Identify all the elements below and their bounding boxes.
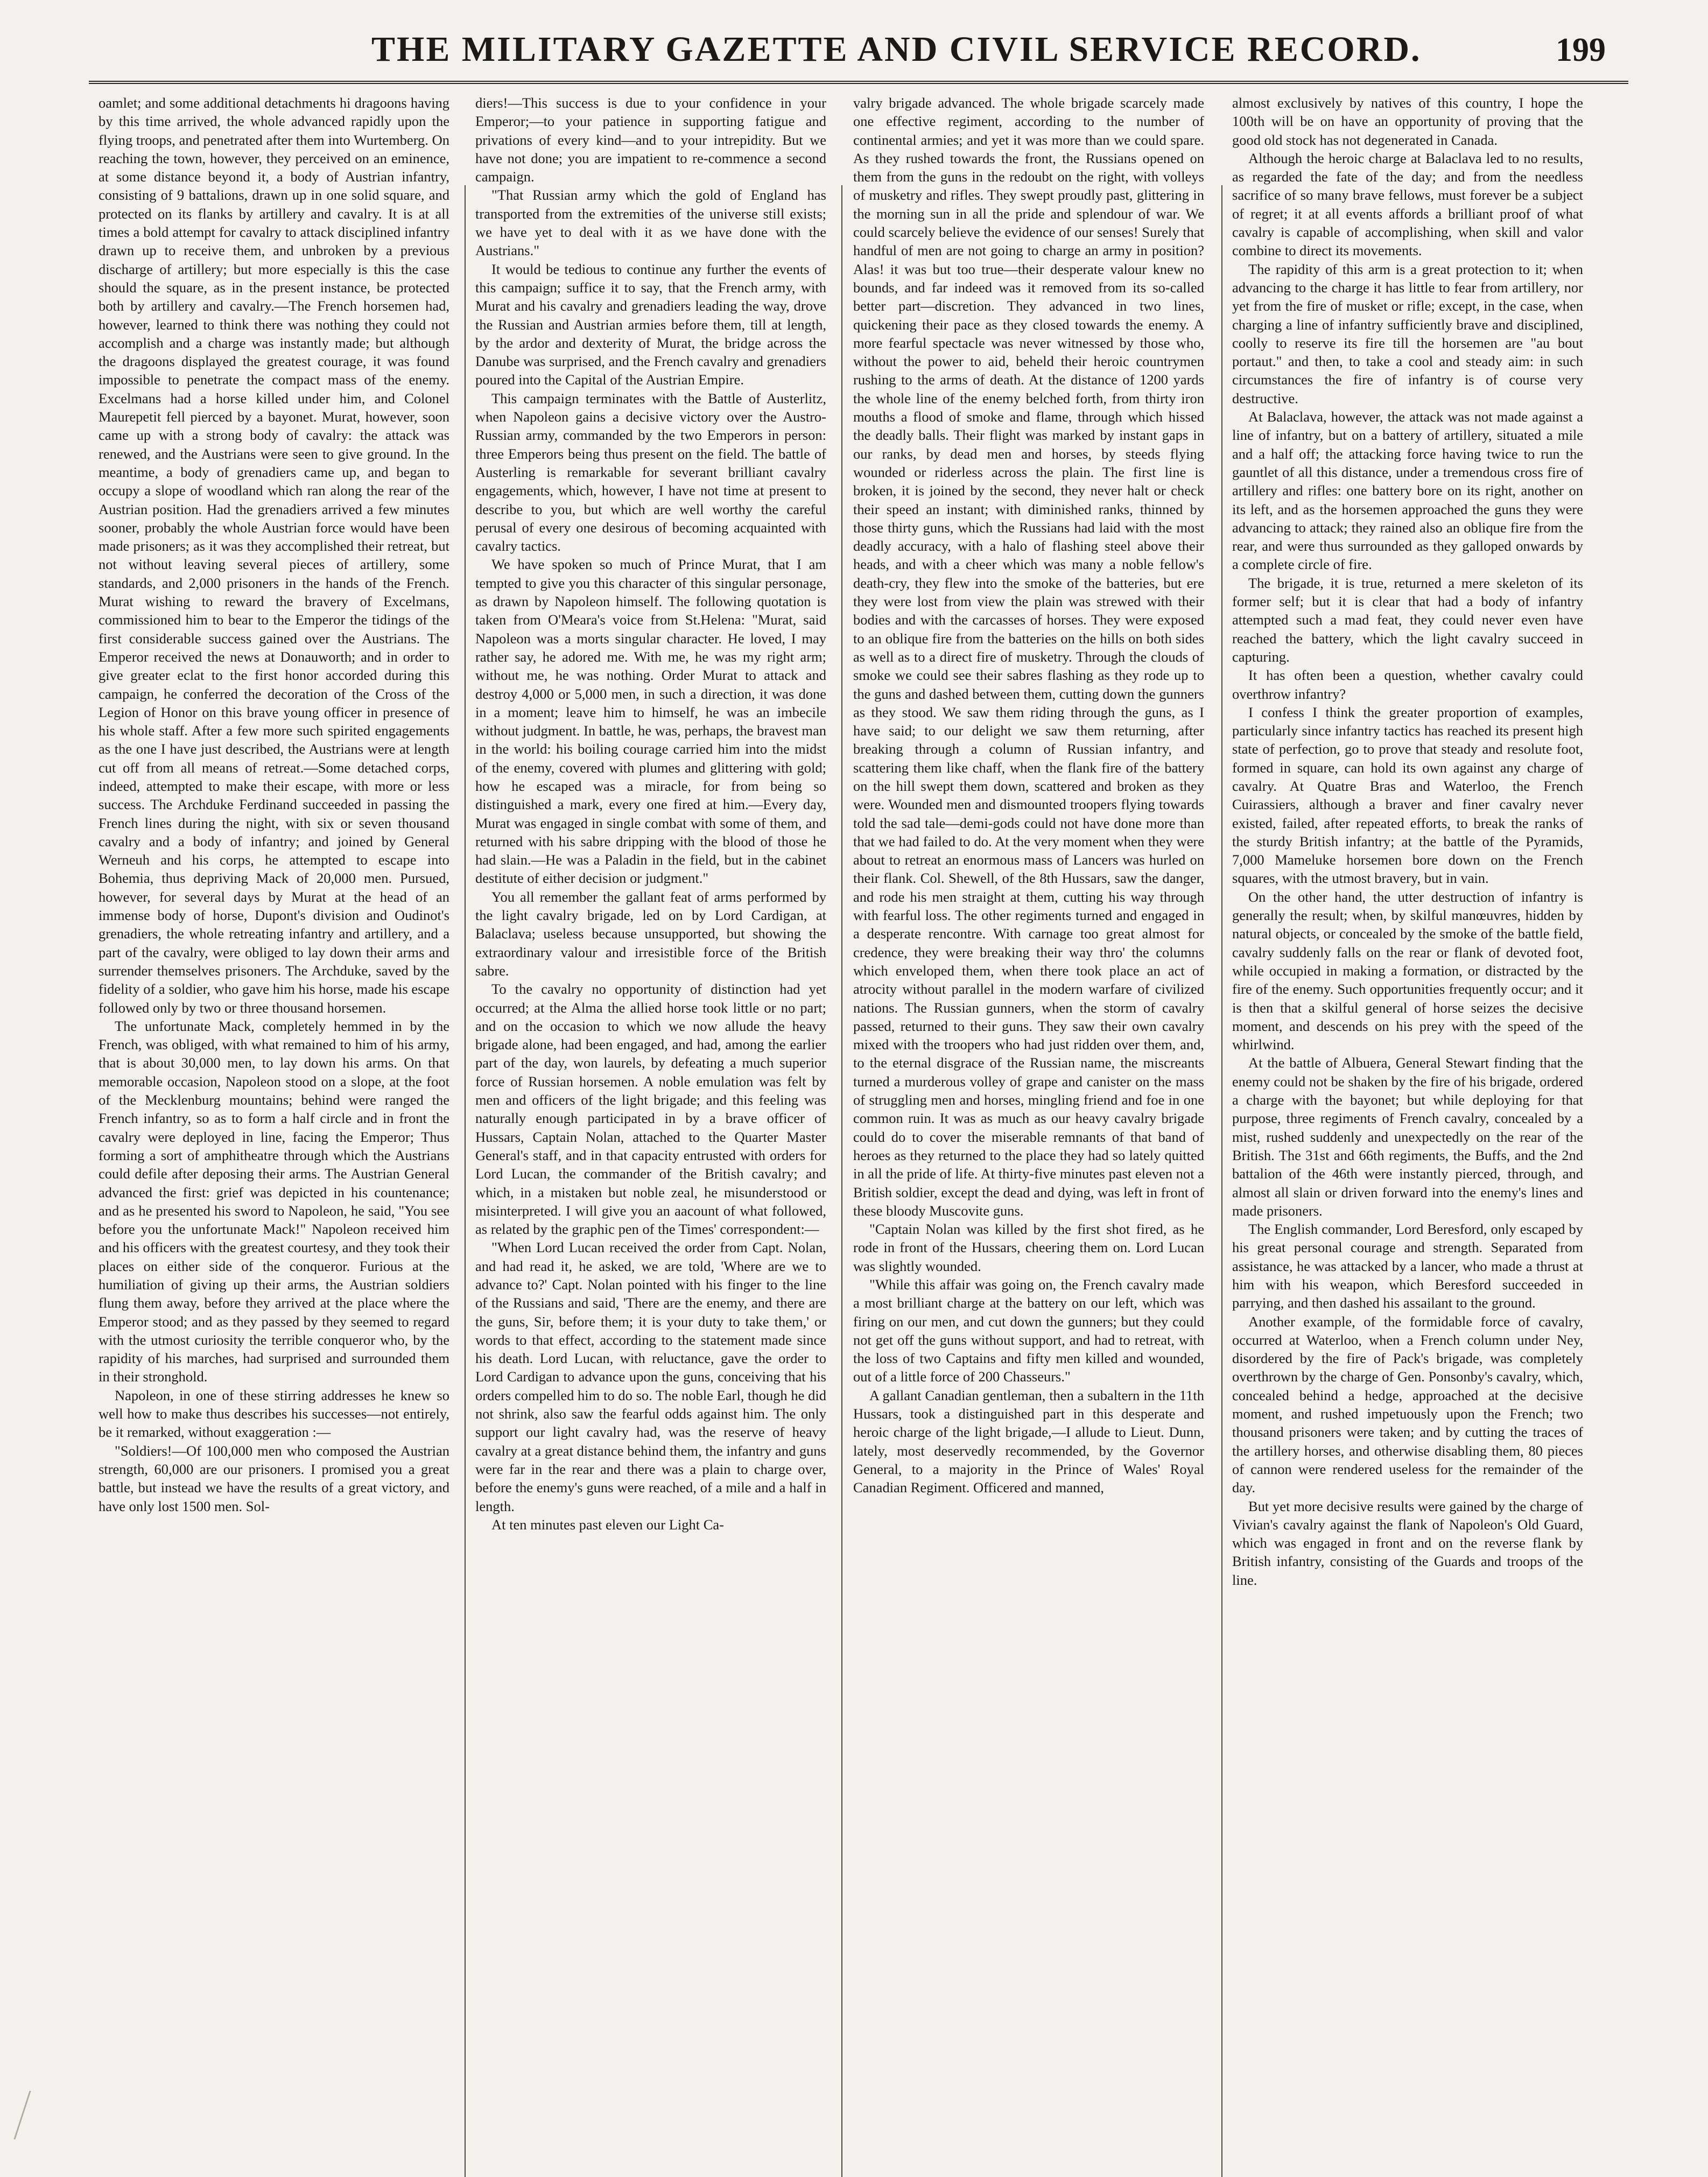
column-divider	[1221, 185, 1222, 2177]
paragraph: Another example, of the formidable force of cavalry, occurred at Waterloo, when a French column under Ney, disordered by the fire of Pack's brigade, was completely overthrown by the charge of Gen. Ponsonby's cavalry, which, concealed behind a hedge, approached at the decisive moment, and rushed impetuously upon the French; two thousand prisoners were taken; and by cutting the traces of the artillery horses, and otherwise disabling them, 80 pieces of cannon were rendered useless for the remainder of the day.	[1232, 1313, 1583, 1496]
paragraph: I confess I think the greater proportion of examples, particularly since infantry tactics has reached its present high state of perfection, go to prove that steady and resolute foot, formed in square, can hold its own against any charge of cavalry. At Quatre Bras and Waterloo, the French Cuirassiers, although a braver and finer cavalry never existed, failed, after repeated efforts, to break the ranks of the sturdy British infantry; at the battle of the Pyramids, 7,000 Mameluke horsemen bore down on the French squares, with the utmost bravery, but in vain.	[1232, 704, 1583, 887]
paragraph: To the cavalry no opportunity of distinction had yet occurred; at the Alma the allied horse took little or no part; and on the occasion to which we now allude the heavy brigade alone, had been engaged, and had, among the earlier part of the day, won laurels, by defeating a much superior force of Russian horsemen. A noble emulation was felt by men and officers of the light brigade; and this feeling was naturally enough participated in by a brave officer of Hussars, Captain Nolan, attached to the Quarter Master General's staff, and in that capacity entrusted with orders for Lord Lucan, the commander of the British cavalry; and which, in a mistaken but noble zeal, he misunderstood or misinterpreted. I will give you an aacount of what followed, as related by the graphic pen of the Times' correspondent:—	[475, 981, 826, 1238]
text-columns	[99, 94, 1618, 2091]
column-4	[1232, 94, 1583, 2091]
paragraph: But yet more decisive results were gained by the charge of Vivian's cavalry against the flank of Napoleon's Old Guard, which was engaged in front and on the reverse flank by British infantry, consisting of the Guards and troops of the line.	[1232, 1498, 1583, 1588]
paragraph: On the other hand, the utter destruction of infantry is generally the result; when, by skilful manœuvres, hidden by natural objects, or concealed by the smoke of the battle field, cavalry suddenly falls on the rear or flank of devoted foot, while occupied in making a formation, or distracted by the fire of the enemy. Such opportunities frequently occur; and it is then that a skilful general of horse seizes the decisive moment, and descends on his prey with the speed of the whirlwind.	[1232, 888, 1583, 1053]
paragraph: diers!—This success is due to your confidence in your Emperor;—to your patience in supporting fatigue and privations of every kind—and to your intrepidity. But we have not done; you are impatient to re-commence a second campaign.	[475, 95, 826, 185]
paragraph: Although the heroic charge at Balaclava led to no results, as regarded the fate of the day; and from the needless sacrifice of so many brave fellows, must forever be a subject of regret; it at all events affords a brilliant proof of what cavalry is capable of accomplishing, when skill and valor combine to direct its movements.	[1232, 150, 1583, 259]
paragraph: The rapidity of this arm is a great protection to it; when advancing to the charge it has little to fear from artillery, nor yet from the fire of musket or rifle; except, in the case, when charging a line of infantry sufficiently brave and disciplined, coolly to reserve its fire till the horsemen are "au bout portaut." and then, to take a cool and steady aim: in such circumstances the fire of infantry is of course very destructive.	[1232, 261, 1583, 406]
running-head	[92, 22, 1627, 81]
paragraph: At the battle of Albuera, General Stewart finding that the enemy could not be shaken by the fire of his brigade, ordered a charge with the bayonet; but while deploying for that purpose, three regiments of French cavalry, concealed by a mist, rushed suddenly and unexpectedly on the rear of the British. The 31st and 66th regiments, the Buffs, and the 2nd battalion of the 46th were instantly pierced, through, and almost all slain or driven forward into the enemy's lines and made prisoners.	[1232, 1055, 1583, 1219]
paragraph: At Balaclava, however, the attack was not made against a line of infantry, but on a battery of artillery, situated a mile and a half off; the attacking force having twice to run the gauntlet of all this distance, under a tremendous cross fire of artillery and rifles: one battery bore on its right, another on its left, and as the horsemen approached the guns they were advancing to attack; they rained also an oblique fire from the rear, and were thus surrounded as they galloped onwards by a complete circle of fire.	[1232, 409, 1583, 573]
column-divider	[465, 185, 466, 2177]
paragraph: At ten minutes past eleven our Light Ca-	[491, 1516, 724, 1533]
paragraph: It would be tedious to continue any further the events of this campaign; suffice it to say, that the French army, with Murat and his cavalry and grenadiers leading the way, drove the Russian and Austrian armies before them, till at length, by the ardor and dexterity of Murat, the bridge across the Danube was surprised, and the French cavalry and grenadiers poured into the Capital of the Austrian Empire.	[475, 261, 826, 388]
publication-title: THE MILITARY GAZETTE AND CIVIL SERVICE RECORD.	[371, 30, 1422, 69]
column-1	[99, 94, 449, 2091]
paragraph: It has often been a question, whether cavalry could overthrow infantry?	[1232, 667, 1583, 702]
paragraph: "Captain Nolan was killed by the first shot fired, as he rode in front of the Hussars, cheering them on. Lord Lucan was slightly wounded.	[853, 1221, 1204, 1274]
paragraph: almost exclusively by natives of this country, I hope the 100th will be on have an opportunity of proving that the good old stock has not degenerated in Canada.	[1232, 95, 1583, 148]
paragraph: The brigade, it is true, returned a mere skeleton of its former self; but it is clear that had a body of infantry attempted such a mad feat, they could never even have reached the battery, which the light cavalry succeed in capturing.	[1232, 574, 1583, 665]
paragraph: We have spoken so much of Prince Murat, that I am tempted to give you this character of this singular personage, as drawn by Napoleon himself. The following quotation is taken from O'Meara's voice from St.Helena: "Murat, said Napoleon was a morts singular character. He loved, I may rather say, he adored me. With me, he was my right arm; without me, he was nothing. Order Murat to attack and destroy 4,000 or 5,000 men, in such a direction, it was done in a moment; leave him to himself, he was an imbecile without judgment. In battle, he was, perhaps, the bravest man in the world: his boiling courage carried him into the midst of the enemy, covered with plumes and glittering with gold; how he escaped was a miracle, for from being so distinguished a mark, every one fired at him.—Every day, Murat was engaged in single combat with some of them, and returned with his sabre dripping with the blood of those he had slain.—He was a Paladin in the field, but in the cabinet destitute of either decision or judgment."	[475, 556, 826, 887]
paragraph: You all remember the gallant feat of arms performed by the light cavalry brigade, led on by Lord Cardigan, at Balaclava; useless because unsupported, but showing the extraordinary valour and irresistible force of the British sabre.	[475, 888, 826, 979]
paragraph: "When Lord Lucan received the order from Capt. Nolan, and had read it, he asked, we are told, 'Where are we to advance to?' Capt. Nolan pointed with his finger to the line of the Russians and said, 'There are the enemy, and there are the guns, Sir, before them; it is your duty to take them,' or words to that effect, according to the statement made since his death. Lord Lucan, with reluctance, gave the order to Lord Cardigan to advance upon the guns, conceiving that his orders compelled him to do so. The noble Earl, though he did not shrink, also saw the fearful odds against him. The only support our light cavalry had, was the reserve of heavy cavalry at a great distance behind them, the infantry and guns were far in the rear and there was a plain to charge over, before the enemy's guns were reached, of a mile and a half in length.	[475, 1239, 826, 1514]
page-number: 199	[1556, 32, 1606, 68]
paragraph: "While this affair was going on, the French cavalry made a most brilliant charge at the battery on our left, which was firing on our men, and cut down the gunners; but they could not get off the guns without support, and had to retreat, with the loss of two Captains and fifty men killed and wounded, out of a little force of 200 Chasseurs."	[853, 1276, 1204, 1385]
paragraph: A gallant Canadian gentleman, then a subaltern in the 11th Hussars, took a distinguished part in this desperate and heroic charge of the light brigade,—I allude to Lieut. Dunn, lately, most deservedly recommended, by the Governor General, to a majority in the Prince of Wales' Royal Canadian Regiment. Officered and manned,	[853, 1387, 1204, 1496]
column-divider	[841, 185, 842, 2177]
paragraph: This campaign terminates with the Battle of Austerlitz, when Napoleon gains a decisive victory over the Austro-Russian army, commanded by the two Emperors in person: three Emperors being thus present on the field. The battle of Austerling is remarkable for severant brilliant cavalry engagements, which, however, I have not time at present to describe to you, but which are well worthy the careful perusal of every one desirous of becoming acquainted with cavalry tactics.	[475, 390, 826, 554]
paragraph: The unfortunate Mack, completely hemmed in by the French, was obliged, with what remained to him of his army, that is about 30,000 men, to lay down his arms. On that memorable occasion, Napoleon stood on a slope, at the foot of the Mecklenburg mountains; behind were ranged the French infantry, so as to form a half circle and in front the cavalry were deployed in line, facing the Emperor; Thus forming a sort of amphitheatre through which the Austrians could defile after deposing their arms. The Austrian General advanced the first: grief was depicted in his countenance; and as he presented his sword to Napoleon, he said, "You see before you the unfortunate Mack!" Napoleon received him and his officers with the greatest courtesy, and they took their places on either side of the conqueror. Furious at the humiliation of giving up their arms, the Austrian soldiers flung them away, before they arrived at the place where the Emperor stood; and as they passed by they seemed to regard with the utmost curiosity the terrible conqueror who, by the rapidity of his marches, had surprised and surrounded them in their stronghold.	[99, 1017, 449, 1385]
paragraph: Napoleon, in one of these stirring addresses he knew so well how to make thus describes his successes—not entirely, be it remarked, without exaggeration :—	[99, 1387, 449, 1441]
paragraph: "That Russian army which the gold of England has transported from the extremities of the universe still exists; we have yet to deal with it as we have done with the Austrians."	[475, 187, 826, 259]
column-3	[853, 94, 1204, 2091]
margin-mark	[13, 2091, 63, 2139]
paragraph: valry brigade advanced. The whole brigade scarcely made one effective regiment, according to the number of continental armies; and yet it was more than we could spare. As they rushed towards the front, the Russians opened on them from the guns in the redoubt on the right, with volleys of musketry and rifles. They swept proudly past, glittering in the morning sun in all the pride and splendour of war. We could scarcely believe the evidence of our senses! Surely that handful of men are not going to charge an army in position? Alas! it was but too true—their desperate valour knew no bounds, and far indeed was it removed from its so-called better part—discretion. They advanced in two lines, quickening their pace as they closed towards the enemy. A more fearful spectacle was never witnessed by those who, without the power to aid, beheld their heroic countrymen rushing to the arms of death. At the distance of 1200 yards the whole line of the enemy belched forth, from thirty iron mouths a flood of smoke and flame, through which hissed the deadly balls. Their flight was marked by instant gaps in our ranks, by dead men and horses, by steeds flying wounded or riderless across the plain. The first line is broken, it is joined by the second, they never halt or check their speed an instant; with diminished ranks, thinned by those thirty guns, which the Russians had laid with the most deadly accuracy, with a halo of flashing steel above their heads, and with a cheer which was many a noble fellow's death-cry, they flew into the smoke of the batteries, but ere they were lost from view the plain was strewed with their bodies and with the carcasses of horses. They were exposed to an oblique fire from the batteries on the hills on both sides as well as to a direct fire of musketry. Through the clouds of smoke we could see their sabres flashing as they rode up to the guns and dashed between them, cutting down the gunners as they stood. We saw them riding through the guns, as I have said; to our delight we saw them returning, after breaking through a column of Russian infantry, and scattering them like chaff, when the flank fire of the battery on the hill swept them down, scattered and broken as they were. Wounded men and dismounted troopers flying towards told the sad tale—demi-gods could not have done more than that we had failed to do. At the very moment when they were about to retreat an enormous mass of Lancers was hurled on their flank. Col. Shewell, of the 8th Hussars, saw the danger, and rode his men straight at them, cutting his way through with fearful loss. The other regiments turned and engaged in a desperate rencontre. With carnage too great almost for credence, they were breaking their way thro' the columns which enveloped them, when there took place an act of atrocity without parallel in the modern warfare of civilized nations. The Russian gunners, when the storm of cavalry passed, returned to their guns. They saw their own cavalry mixed with the troopers who had just ridden over them, and, to the eternal disgrace of the Russian name, the miscreants turned a murderous volley of grape and canister on the mass of struggling men and horses, mingling friend and foe in one common ruin. It was as much as our heavy cavalry brigade could do to cover the miserable remnants of that band of heroes as they returned to the place they had so lately quitted in all the pride of life. At thirty-five minutes past eleven not a British soldier, except the dead and dying, was left in front of these bloody Muscovite guns.	[853, 95, 1204, 1219]
header-rule	[89, 81, 1628, 84]
paragraph: "Soldiers!—Of 100,000 men who composed the Austrian strength, 60,000 are our prisoners. I promised you a great battle, but instead we have the results of a great victory, and have only lost 1500 men. Sol-	[99, 1442, 449, 1514]
paragraph: oamlet; and some additional detachments hi dragoons having by this time arrived, the whole advanced rapidly upon the flying troops, and penetrated after them into Wurtemberg. On reaching the town, however, they perceived on an eminence, at some distance beyond it, a body of Austrian infantry, consisting of 9 battalions, drawn up in one solid square, and protected on its flanks by artillery and cavalry. It is at all times a bold attempt for cavalry to attack disciplined infantry drawn up to receive them, and unbroken by a previous discharge of artillery; but more especially is this the case should the square, as in the present instance, be protected both by artillery and cavalry.—The French horsemen had, however, learned to think there was nothing they could not accomplish and a charge was instantly made; but although the dragoons displayed the greatest courage, it was found impossible to penetrate the compact mass of the enemy. Excelmans had a horse killed under him, and Colonel Maurepetit fell pierced by a bayonet. Murat, however, soon came up with a strong body of cavalry: the attack was renewed, and the Austrians were seen to give ground. In the meantime, a body of grenadiers came up, and began to occupy a slope of woodland which ran along the rear of the Austrian position. Had the grenadiers arrived a few minutes sooner, probably the whole Austrian force would have been made prisoners; as it was they accomplished their retreat, but not without leaving several pieces of artillery, some standards, and 2,000 prisoners in the hands of the French. Murat wishing to reward the bravery of Excelmans, commissioned him to bear to the Emperor the tidings of the first considerable success gained over the Austrians. The Emperor received the news at Donauworth; and in order to give greater eclat to the first honor accorded during this campaign, he conferred the decoration of the Cross of the Legion of Honor on this brave young officer in presence of his whole staff. After a few more such spirited engagements as the one I have just described, the Austrians were at length cut off from all means of retreat.—Some detached corps, indeed, attempted to make their escape, with more or less success. The Archduke Ferdinand succeeded in passing the French lines during the night, with six or seven thousand cavalry and a body of infantry; and joined by General Werneuh and his corps, he attempted to escape into Bohemia, thus depriving Mack of 20,000 men. Pursued, however, for several days by Murat at the head of an immense body of horse, Dupont's division and Oudinot's grenadiers, the whole retreating infantry and artillery, and a part of the cavalry, were obliged to lay down their arms and surrender themselves prisoners. The Archduke, saved by the fidelity of a soldier, who gave him his horse, made his escape followed only by two or three thousand horsemen.	[99, 95, 449, 1016]
column-2	[475, 94, 826, 2091]
paragraph: The English commander, Lord Beresford, only escaped by his great personal courage and strength. Separated from assistance, he was attacked by a lancer, who made a thrust at him with his weapon, which Beresford succeeded in parrying, and then dashed his assailant to the ground.	[1232, 1221, 1583, 1311]
